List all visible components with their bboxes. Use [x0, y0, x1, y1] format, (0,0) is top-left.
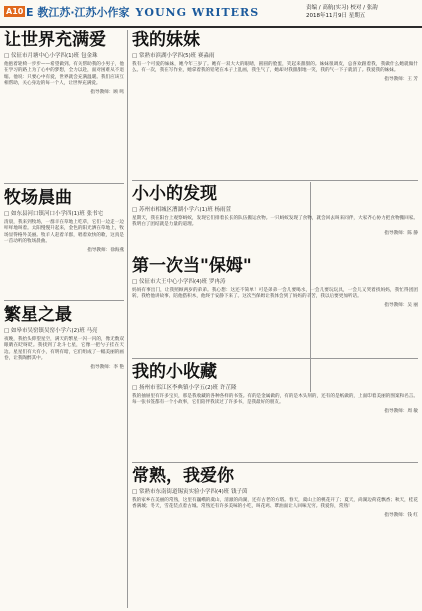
divider: [132, 462, 418, 463]
article-teacher: 指导教师：周 敏: [384, 408, 418, 414]
masthead: [0, 0, 422, 28]
article-love-world: [4, 30, 124, 180]
article-body: 我有一个可爱的妹妹，她今年三岁了。她有一双大大的眼睛，圆圆的脸蛋，笑起来甜甜的。妹妹很调皮，总喜欢跟着我，我做什么她就做什么。有一次，我在写作业，她拿着我的铅笔在本子上乱画，我生气了，她却对我甜甜地一笑，我的气一下子就消了。我爱我的妹妹。: [132, 62, 418, 74]
article-byline: □ 扬州市邗江区李典镇小学五(2)班 许芷隆: [132, 385, 237, 391]
article-byline: □ 仪征市月塘中心小学四(1)班 包金珠: [4, 53, 98, 59]
article-body: 我的抽屉里有许多宝贝，那是我收藏的各种各样的书签。有的是金属做的，有的是木头刻的，还有的是纸做的，上面印着美丽的图案和名言。每一张书签都有一个小故事，它们陪伴我读过了许多书，是我最好的朋友。: [132, 394, 418, 406]
article-teacher: 指导教师：陈 静: [384, 230, 418, 236]
article-pasture-morning: [4, 188, 124, 298]
article-love-changshu: [132, 466, 418, 606]
page-number: A10: [6, 7, 24, 16]
date-line: 2018年11月9日 星期五: [306, 13, 366, 19]
article-teacher: 指导教师：吴 丽: [384, 302, 418, 308]
article-body: 我的家乡在美丽的常熟，这里有巍峨的虞山，清澈的尚湖，还有古老的方塔。春天，虞山上的桃花开了；夏天，尚湖边荷花飘香；秋天，桂花香满城；冬天，雪花装点着古城。常熟还有许多美味的小吃，叫花鸡、蕈油面让人回味无穷。我爱你，常熟！: [132, 498, 418, 510]
article-byline: □ 如皋市吴窑镇吴窑小学六(2)班 马亮: [4, 328, 98, 334]
article-byline: □ 苏州市相城区漕湖小学六(1)班 杨雨萱: [132, 207, 231, 213]
divider: [132, 358, 418, 359]
article-body: 星期天，我在阳台上观察蚂蚁，发现它们排着长长的队伍搬运食物。一只蚂蚁发现了食物，就会回去叫来同伴，大家齐心协力把食物搬回家。我明白了团结就是力量的道理。: [132, 216, 418, 228]
divider: [132, 180, 418, 181]
section-title: [26, 4, 259, 20]
article-stars: [4, 305, 124, 605]
article-byline: □ 常熟市东南街道锡寅实验小学四(4)班 钱子茵: [132, 489, 248, 495]
article-title: 我的小收藏: [132, 362, 217, 382]
article-my-sister: [132, 30, 418, 178]
article-my-collection: [132, 362, 418, 460]
section-title-cn: E 教江苏·江苏小作家: [26, 6, 130, 19]
section-title-en: YOUNG WRITERS: [135, 6, 260, 19]
masthead-meta: [306, 4, 416, 20]
article-title: 我的妹妹: [132, 30, 200, 50]
article-first-babysitter: [132, 256, 418, 356]
article-title: 小小的发现: [132, 184, 217, 204]
article-teacher: 指导教师：李 艳: [90, 364, 124, 370]
article-title: 繁星之最: [4, 305, 72, 325]
article-title: 让世界充满爱: [4, 30, 106, 50]
article-teacher: 指导教师：顾 鸣: [90, 89, 124, 95]
divider: [4, 300, 124, 301]
article-title: 牧场晨曲: [4, 188, 72, 208]
article-small-discovery: [132, 184, 418, 254]
article-body: 夜晚，我抬头仰望星空，满天的繁星一闪一闪的，像无数双眼睛在眨呀眨。我找到了北斗七星，它像一把勺子挂在天边。星星们有大有小，有明有暗，它们组成了一幅美丽的画卷，让我陶醉其中。: [4, 337, 124, 362]
article-byline: □ 如东县河口镇河口小学四(1)班 张书宅: [4, 211, 103, 217]
column-divider-left: [127, 30, 128, 608]
article-body: 清晨，我来到牧场，一群羊在草地上吃草，它们一边走一边咩咩地叫着。太阳慢慢升起来，金色的阳光洒在草地上，牧场显得格外美丽。牧羊人赶着羊群，唱着欢快的歌，这真是一首动听的牧场晨曲。: [4, 220, 124, 245]
article-teacher: 指导教师：徐海燕: [87, 247, 124, 253]
article-teacher: 指导教师：钱 红: [384, 512, 418, 518]
article-body: 他抱着轮椅一步步——希望做到。有关帮助我的小男子，他在学习的路上为了心中的梦想，全力以赴，面对困难从不退缩。他说：只要心中有爱，世界就会充满温暖。我们应该互相帮助，关心身边的每一个人，让世界充满爱。: [4, 62, 124, 87]
article-title: 常熟，我爱你: [132, 466, 234, 486]
article-byline: □ 仪征市大王中心小学四(4)班 罗冉涛: [132, 279, 226, 285]
divider: [4, 183, 124, 184]
editor-line: 责编 / 高航(实习) 校对 / 张韵: [306, 5, 378, 11]
article-byline: □ 常熟市滨湖小学四(5)班 赛淼雨: [132, 53, 215, 59]
article-teacher: 指导教师：王 芳: [384, 76, 418, 82]
article-body: 妈妈有事出门，让我照顾两岁的弟弟。我心想：这还不简单！可是弟弟一会儿要喝水，一会儿要玩玩具，一会儿又哭着找妈妈，我忙得团团转。我给他讲故事、陪他搭积木，他终于安静下来了。这次当保姆让我体会到了妈妈的辛苦，我以后要更加听话。: [132, 288, 418, 300]
article-title: 第一次当"保姆": [132, 256, 252, 276]
